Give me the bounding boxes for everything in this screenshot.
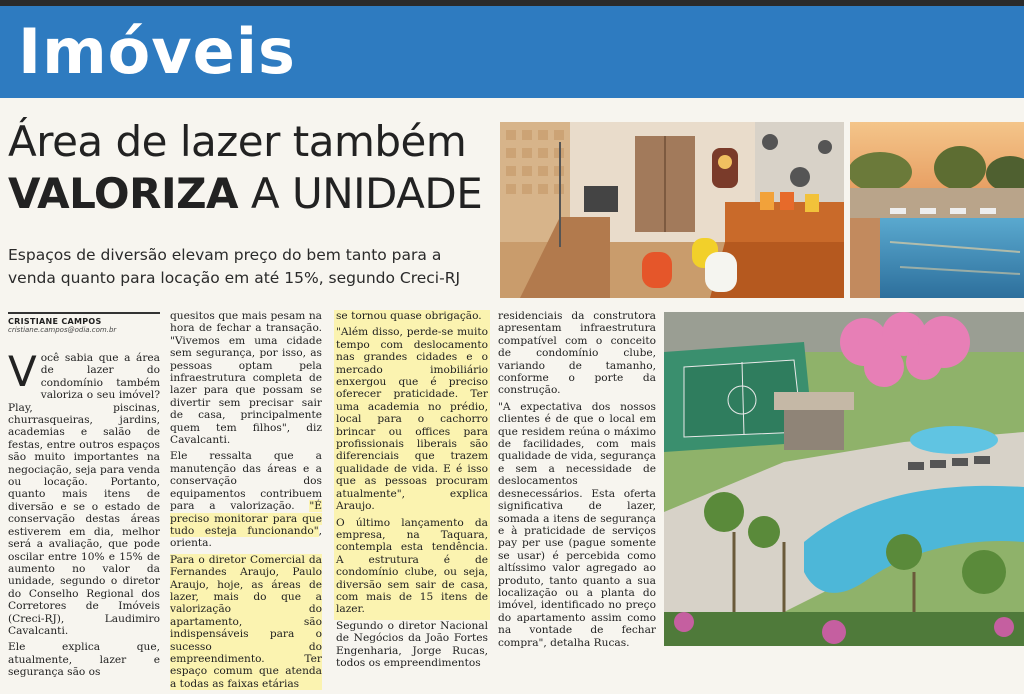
byline bbox=[8, 312, 160, 334]
lounge-room-photo bbox=[500, 122, 844, 298]
author-name: CRISTIANE CAMPOS bbox=[8, 317, 102, 326]
paragraph: ocê sabia que a área de lazer do condomínio também valoriza o seu imóvel? Play, piscinas, churrasqueiras, jardins, academias e salão de festas, entre outros espaços são muito importantes na negociação, seja para venda ou locação. Portanto, quanto mais itens de diversão e se o estado de conservação destas áreas estiverem em dia, melhor será a avaliação, que pode oscilar entre 10% e 15% de aumento no valor da unidade, segundo o diretor do Conselho Regional dos Corretores de Imóveis (Creci-RJ), Laudimiro Cavalcanti. bbox=[8, 352, 160, 637]
subheadline: Espaços de diversão elevam preço do bem tanto para a venda quanto para locação em até 15%, segundo Creci-RJ bbox=[8, 246, 461, 287]
article-column-3-highlighted bbox=[334, 310, 490, 669]
article-column-4 bbox=[498, 310, 656, 653]
headline-rest: A UNIDADE bbox=[238, 169, 483, 218]
author-email[interactable]: cristiane.campos@odia.com.br bbox=[8, 326, 117, 334]
text: , orienta. bbox=[170, 524, 322, 550]
headline-line-1: Área de lazer também bbox=[8, 117, 467, 166]
paragraph: se tornou quase obrigação. bbox=[336, 310, 482, 322]
paragraph: Segundo o diretor Nacional de Negócios da João Fortes Engenharia, Jorge Rucas, todos os empreendimentos bbox=[336, 619, 488, 669]
aerial-leisure-area-photo bbox=[664, 312, 1024, 646]
paragraph: quesitos que mais pesam na hora de fechar a transação. "Vivemos em uma cidade sem segurança, por isso, as pessoas optam pela infraestrutura completa de lazer para que possam se divertir sem precisar sair de casa, principalmente quem tem filhos", diz Cavalcanti. bbox=[170, 310, 322, 447]
text: Ele ressalta que a manutenção das áreas e a conservação dos equipamentos contribuem para a valorização. bbox=[170, 450, 322, 513]
paragraph: "Além disso, perde-se muito tempo com deslocamento nas grandes cidades e o mercado imobiliário enxergou que é preciso oferecer praticidade. Ter uma academia no prédio, local para o cachorro brincar ou offices para profissionais liberais são diferenciais que trazem qualidade de vida. E é isso que as pessoas procuram atualmente", explica Araujo. bbox=[336, 326, 488, 513]
headline-bold-word: VALORIZA bbox=[8, 169, 239, 218]
highlighted-paragraph: Para o diretor Comercial da Fernandes Araujo, Paulo Araujo, hoje, as áreas de lazer, mais do que a valorização do apartamento, são indispensáveis para o sucesso do empreendimento. Ter espaço comum que atenda a todas as faixas etárias bbox=[170, 553, 322, 690]
section-title: Imóveis bbox=[18, 15, 296, 88]
paragraph: O último lançamento da empresa, na Taquara, contempla esta tendência. A estrutura é de condomínio clube, ou seja, diversão sem sair de casa, com mais de 15 itens de lazer. bbox=[336, 516, 488, 616]
headline-line-2 bbox=[8, 170, 482, 218]
paragraph: Ele explica que, atualmente, lazer e segurança são os bbox=[8, 641, 160, 679]
article-column-2 bbox=[170, 310, 322, 694]
article-column-1 bbox=[8, 347, 160, 683]
drop-cap: V bbox=[8, 347, 37, 396]
paragraph: residenciais da construtora apresentam infraestrutura compatível com o conceito de condomínio clube, variando de tamanho, conforme o porte da construção. bbox=[498, 310, 656, 397]
highlighted-quote: "É preciso monitorar para que tudo esteja funcionando" bbox=[170, 500, 322, 537]
paragraph bbox=[170, 450, 322, 549]
paragraph: "A expectativa dos nossos clientes é de que o local em que residem reúna o máximo de facilidades, com mais qualidade de vida, segurança e sem a necessidade de deslocamentos desnecessários. Esta oferta significativa de lazer, somada a itens de segurança e à praticidade de serviços pay per use (pague somente se usar) é percebida como altíssimo valor agregado ao produto, tanto quanto a sua localização ou a planta do imóvel, identificado no preço do apartamento assim como na vontade de fechar compra", detalha Rucas. bbox=[498, 400, 656, 649]
section-banner bbox=[0, 6, 1024, 98]
pool-sunset-photo bbox=[850, 122, 1024, 298]
